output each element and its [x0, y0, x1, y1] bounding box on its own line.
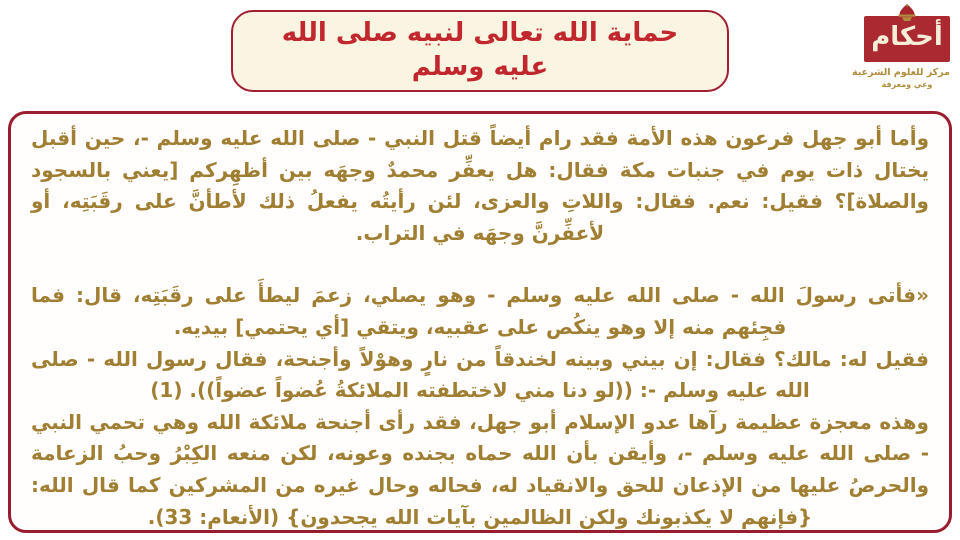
- logo-square: [864, 16, 950, 62]
- paragraph-abu-jahl-threat: وأما أبو جهل فرعون هذه الأمة فقد رام أيضاً قتل النبي - صلى الله عليه وسلم -، حين أقبل يختال ذات يوم في جنبات مكة فقال: هل يعفِّر محمدٌ وجهَه بين أظهِركم [يعني بالسجود والصلاة]؟ فقيل: نعم. فقال: واللاتِ والعزى، لئن رأيتُه يفعلُ ذلك لأطأنَّ على رقَبَتِه، أو لأعفِّرنَّ وجهَه في التراب.: [31, 126, 929, 245]
- main-text-box: [8, 111, 952, 533]
- paragraph-hadith-retreat: «فأتى رسولَ الله - صلى الله عليه وسلم - وهو يصلي، زعمَ ليطأَ على رقَبَتِه، قال: فما فجِئهم منه إلا وهو ينكُص على عقبيه، ويتقي [أي يحتمي] بيديه.: [31, 283, 929, 339]
- logo-subtitle: مركز للعلوم الشرعية: [852, 67, 950, 78]
- page-title: حماية الله تعالى لنبيه صلى الله عليه وسلم: [281, 18, 679, 82]
- title-banner: [231, 10, 729, 92]
- logo-tagline: وعي ومعرفة: [881, 80, 933, 89]
- ahkam-logo: [852, 4, 950, 89]
- logo-wordmark: أحكام: [871, 22, 943, 52]
- paragraph-commentary-verse: وهذه معجزة عظيمة رآها عدو الإسلام أبو جهل، فقد رأى أجنحة ملائكة الله وهي تحمي النبي - صلى الله عليه وسلم -، وأيقن بأن الله حماه بجنده وعونه، لكن منعه الكِبْرُ وحبُ الزعامة والحرصُ عليها من الإذعان للحق والانقياد له، فحاله وحال غيره من المشركين كما قال الله: {فإنهم لا يكذبونك ولكن الظالمين بآيات الله يجحدون} (الأنعام: 33).: [31, 409, 929, 529]
- mosque-dome-icon: [864, 4, 950, 22]
- paragraph-hadith-trench: فقيل له: مالك؟ فقال: إن بيني وبينه لخندقاً من نارٍ وهوْلاً وأجنحة، فقال رسول الله - صلى الله عليه وسلم -: ((لو دنا مني لاختطفته الملائكةُ عُضواً عضواً)). (1): [31, 346, 929, 403]
